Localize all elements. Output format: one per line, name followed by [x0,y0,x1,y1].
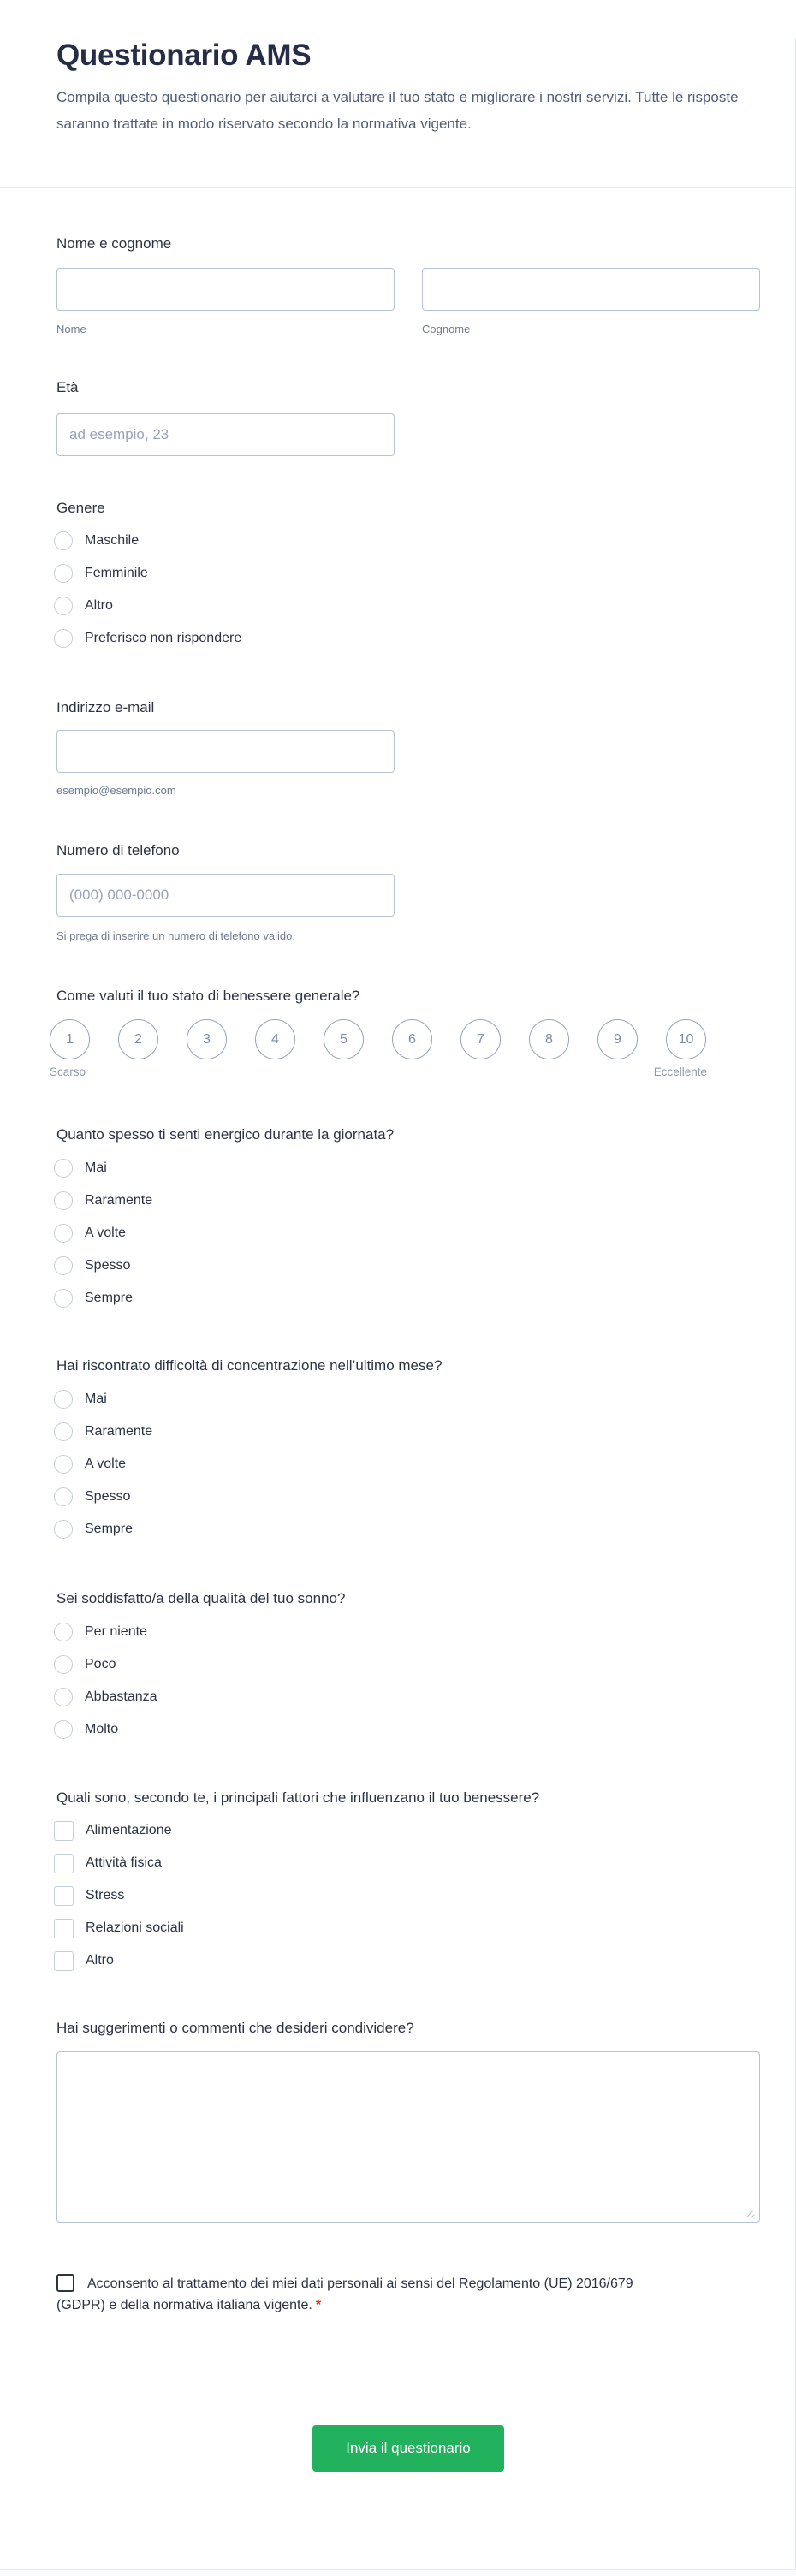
option-label: Poco [85,1657,116,1671]
radio-icon[interactable] [54,1191,73,1210]
radio-icon[interactable] [54,531,73,550]
option-label: Attività fisica [86,1855,162,1870]
radio-option-preferisco-non-rispondere[interactable] [56,622,760,655]
gender-options [56,525,760,655]
radio-option-a-volte[interactable] [56,1217,760,1249]
checkbox-option-alimentazione[interactable] [56,1814,760,1847]
checkbox-option-attivita-fisica[interactable] [56,1847,760,1879]
scale-circles [50,1019,707,1059]
form-page [0,38,796,2472]
radio-option-sempre[interactable] [56,1282,760,1315]
checkbox-icon[interactable] [54,1821,74,1841]
radio-icon[interactable] [54,564,73,583]
radio-option-poco[interactable] [56,1648,760,1681]
option-label: Molto [85,1722,119,1736]
comments-label: Hai suggerimenti o commenti che desideri condividere? [56,2020,414,2036]
comments-textarea[interactable] [56,2051,760,2223]
radio-icon[interactable] [54,1289,73,1308]
scale-max-label: Eccellente [653,1065,707,1078]
scale-option-4[interactable] [255,1019,295,1059]
scale-value: 7 [477,1031,484,1047]
sleep-options [56,1616,760,1746]
radio-icon[interactable] [54,1159,73,1178]
sleep-label: Sei soddisfatto/a della qualità del tuo sonno? [56,1590,346,1606]
consent-text: Acconsento al trattamento dei miei dati personali ai sensi del Regolamento (UE) 2016/679 (GDPR) e della normativa italiana vigente. [56,2276,633,2312]
concentration-label: Hai riscontrato difficoltà di concentrazione nell’ultimo mese? [56,1357,443,1374]
scale-value: 6 [408,1031,416,1047]
radio-option-mai[interactable] [56,1152,760,1184]
wellbeing-label: Come valuti il tuo stato di benessere generale? [56,988,360,1004]
option-label: Altro [85,598,113,613]
option-label: A volte [85,1457,127,1471]
comments-field [56,2051,760,2223]
checkbox-option-altro[interactable] [56,1944,760,1977]
option-label: Abbastanza [85,1689,157,1704]
radio-option-a-volte[interactable] [56,1448,760,1481]
factors-options [56,1814,760,1977]
scale-minmax-labels [50,1066,707,1078]
energy-options [56,1152,760,1315]
option-label: Relazioni sociali [86,1920,184,1935]
scale-option-5[interactable] [324,1019,364,1059]
option-label: Raramente [85,1424,153,1439]
radio-option-spesso[interactable] [56,1249,760,1282]
radio-icon[interactable] [54,1390,73,1409]
option-label: Per niente [85,1624,147,1639]
scale-option-3[interactable] [187,1019,227,1059]
radio-option-raramente[interactable] [56,1184,760,1217]
radio-option-mai[interactable] [56,1383,760,1416]
radio-option-abbastanza[interactable] [56,1681,760,1713]
checkbox-icon[interactable] [54,1919,74,1938]
radio-option-femminile[interactable] [56,557,760,590]
form-description: Compila questo questionario per aiutarci a valutare il tuo stato e migliorare i nostri servizi. Tutte le risposte saranno trattate in modo riservato secondo la normativa vigente. [56,89,739,132]
scale-option-8[interactable] [529,1019,569,1059]
page-bottom-edge [0,2569,796,2576]
checkbox-icon[interactable] [54,1854,74,1873]
scale-value: 2 [134,1031,142,1047]
radio-option-maschile[interactable] [56,525,760,557]
checkbox-icon[interactable] [54,1951,74,1971]
option-label: Spesso [85,1489,131,1504]
option-label: Maschile [85,533,140,548]
radio-option-altro[interactable] [56,590,760,622]
scale-value: 8 [545,1031,553,1047]
radio-option-per-niente[interactable] [56,1616,760,1648]
first-name-sublabel: Nome [56,323,86,335]
radio-icon[interactable] [54,1720,73,1739]
option-label: Spesso [85,1258,131,1273]
option-label: Mai [85,1392,107,1406]
last-name-sublabel: Cognome [422,323,471,335]
concentration-options [56,1383,760,1546]
option-label: A volte [85,1226,127,1240]
radio-icon[interactable] [54,1487,73,1506]
scale-value: 4 [271,1031,279,1047]
fullname-inputs [56,268,760,311]
energy-label: Quanto spesso ti senti energico durante la giornata? [56,1126,395,1143]
option-label: Preferisco non rispondere [85,631,242,645]
phone-input[interactable] [56,874,395,917]
option-label: Alimentazione [86,1823,172,1837]
email-label: Indirizzo e-mail [56,699,155,715]
checkbox-icon[interactable] [54,1886,74,1906]
scale-value: 5 [340,1031,348,1047]
age-input[interactable] [56,413,395,456]
email-input[interactable] [56,730,395,773]
radio-icon[interactable] [54,1688,73,1706]
scale-option-10[interactable] [666,1019,706,1059]
fullname-sublabels [56,323,760,335]
email-hint: esempio@esempio.com [56,784,176,797]
radio-icon[interactable] [54,629,73,648]
first-name-input[interactable] [56,268,395,311]
option-label: Stress [86,1888,125,1902]
radio-icon[interactable] [54,1623,73,1641]
scale-option-2[interactable] [118,1019,158,1059]
last-name-input[interactable] [422,268,760,311]
scale-value: 10 [678,1031,694,1047]
radio-icon[interactable] [54,1455,73,1474]
scale-option-1[interactable] [50,1019,90,1059]
submit-button[interactable]: Invia il questionario [312,2425,504,2472]
option-label: Raramente [85,1193,153,1208]
wellbeing-scale [50,1019,707,1078]
fullname-label: Nome e cognome [56,235,172,252]
option-label: Sempre [85,1291,134,1305]
gender-label: Genere [56,500,105,516]
option-label: Altro [86,1953,114,1968]
scale-value: 9 [614,1031,621,1047]
radio-icon[interactable] [54,1256,73,1275]
radio-option-sempre[interactable] [56,1513,760,1546]
factors-label: Quali sono, secondo te, i principali fattori che influenzano il tuo benessere? [56,1790,540,1806]
scale-min-label: Scarso [50,1065,86,1078]
radio-icon[interactable] [54,1422,73,1441]
scale-value: 1 [66,1031,74,1047]
scale-value: 3 [203,1031,211,1047]
consent-row [56,2273,664,2316]
option-label: Femminile [85,566,148,580]
header-divider [0,187,796,188]
radio-icon[interactable] [54,1655,73,1674]
radio-option-spesso[interactable] [56,1481,760,1513]
scale-option-7[interactable] [460,1019,501,1059]
option-label: Mai [85,1160,107,1175]
option-label: Sempre [85,1522,134,1536]
checkbox-option-relazioni-sociali[interactable] [56,1912,760,1944]
consent-checkbox[interactable] [56,2274,74,2292]
scale-option-9[interactable] [597,1019,638,1059]
radio-option-molto[interactable] [56,1713,760,1746]
checkbox-option-stress[interactable] [56,1879,760,1912]
radio-icon[interactable] [54,1520,73,1539]
phone-hint: Si prega di inserire un numero di telefono valido. [56,929,295,942]
radio-option-raramente[interactable] [56,1416,760,1448]
phone-label: Numero di telefono [56,842,180,858]
required-asterisk: * [315,2298,322,2312]
age-label: Età [56,379,79,395]
scale-option-6[interactable] [392,1019,432,1059]
radio-icon[interactable] [54,1224,73,1243]
radio-icon[interactable] [54,597,73,615]
form-title: Questionario AMS [56,39,312,72]
